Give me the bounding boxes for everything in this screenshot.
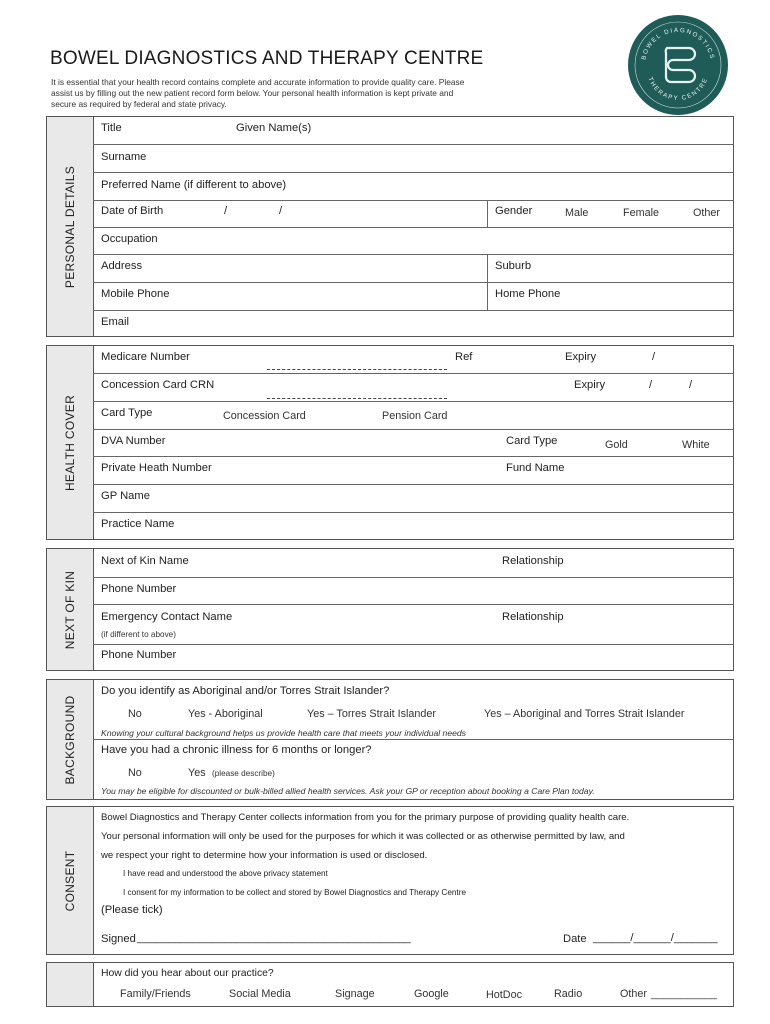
emergency-row — [93, 604, 733, 645]
card-type-row — [93, 401, 733, 430]
chronic-question: Have you had a chronic illness for 6 months or longer? — [101, 744, 372, 756]
background-section — [46, 679, 734, 800]
gender-option-male[interactable]: Male — [565, 207, 589, 219]
card-option-concession[interactable]: Concession Card — [223, 410, 306, 422]
medicare-label: Medicare Number — [101, 351, 190, 363]
kin-relationship-label: Relationship — [502, 555, 564, 567]
concession-expiry-slash-2: / — [689, 379, 693, 391]
phone-row — [93, 282, 733, 311]
referral-row — [93, 963, 733, 1007]
ref-label: Ref — [455, 351, 473, 363]
clinic-logo — [627, 14, 729, 116]
emergency-contact-label: Emergency Contact Name — [101, 611, 233, 623]
private-health-row — [93, 456, 733, 485]
dva-option-gold[interactable]: Gold — [605, 439, 628, 451]
date-line[interactable]: ______/______/_______ — [593, 932, 718, 944]
practice-name-label: Practice Name — [101, 518, 175, 530]
address-row — [93, 254, 733, 283]
signed-label: Signed — [101, 933, 136, 945]
concession-expiry-label: Expiry — [574, 379, 606, 391]
concession-row — [93, 373, 733, 402]
section-sidebar — [47, 549, 94, 670]
referral-option-google[interactable]: Google — [414, 988, 449, 1000]
emergency-relationship-label: Relationship — [502, 611, 564, 623]
gp-row — [93, 484, 733, 513]
gender-option-female[interactable]: Female — [623, 207, 660, 219]
aboriginal-note: Knowing your cultural background helps us provide health care that meets your individual needs — [101, 728, 466, 738]
consent-line-2: Your personal information will only be used for the purposes for which it was collected or as otherwise permitted by law, and — [101, 831, 625, 842]
logo-top-text: BOWEL DIAGNOSTICS — [640, 26, 716, 61]
section-label: NEXT OF KIN — [63, 570, 77, 649]
dva-option-white[interactable]: White — [682, 439, 710, 451]
medicare-expiry-slash: / — [652, 351, 656, 363]
please-tick-label: (Please tick) — [101, 904, 163, 916]
chronic-option-no[interactable]: No — [128, 767, 142, 779]
title-row — [93, 117, 733, 144]
aboriginal-option-no[interactable]: No — [128, 708, 142, 720]
card-option-pension[interactable]: Pension Card — [382, 410, 448, 422]
consent-check-privacy[interactable]: I have read and understood the above privacy statement — [123, 869, 328, 878]
mobile-phone-label: Mobile Phone — [101, 288, 170, 300]
concession-expiry-slash-1: / — [649, 379, 653, 391]
logo-bottom-text: THERAPY CENTRE — [646, 76, 710, 103]
referral-section — [46, 962, 734, 1007]
dob-gender-row — [93, 200, 733, 228]
dob-slash-2: / — [279, 205, 283, 217]
section-label: HEALTH COVER — [63, 394, 77, 491]
chronic-option-yes[interactable]: Yes — [188, 767, 206, 779]
kin-name-label: Next of Kin Name — [101, 555, 189, 567]
aboriginal-question: Do you identify as Aboriginal and/or Torres Strait Islander? — [101, 685, 390, 697]
section-sidebar — [47, 117, 94, 336]
medicare-expiry-label: Expiry — [565, 351, 597, 363]
emergency-phone-label: Phone Number — [101, 649, 177, 661]
consent-body — [93, 807, 733, 955]
referral-option-other[interactable]: Other — [620, 988, 648, 1000]
referral-option-radio[interactable]: Radio — [554, 988, 583, 1000]
section-sidebar — [47, 680, 94, 799]
dva-card-type-label: Card Type — [506, 435, 558, 447]
kin-name-row — [93, 549, 733, 577]
section-label: BACKGROUND — [63, 694, 77, 785]
consent-section — [46, 806, 734, 955]
preferred-name-label: Preferred Name (if different to above) — [101, 179, 287, 191]
referral-other-line[interactable]: ___________ — [651, 988, 718, 1000]
preferred-name-row — [93, 172, 733, 201]
fund-name-label: Fund Name — [506, 462, 565, 474]
given-names-label: Given Name(s) — [236, 122, 312, 134]
section-label: CONSENT — [63, 850, 77, 911]
dob-slash-1: / — [224, 205, 228, 217]
dob-label: Date of Birth — [101, 205, 164, 217]
page-title: BOWEL DIAGNOSTICS AND THERAPY CENTRE — [50, 48, 484, 69]
gp-name-label: GP Name — [101, 490, 150, 502]
intro-text: It is essential that your health record contains complete and accurate information to provide quality care. Please assist us by filling out the new patient record form below. Your personal health information is kept private and secure as required by federal and state privacy. — [51, 77, 465, 109]
aboriginal-option-yes-tsi[interactable]: Yes – Torres Strait Islander — [307, 708, 437, 720]
gender-label: Gender — [495, 205, 533, 217]
email-label: Email — [101, 316, 129, 328]
chronic-note: You may be eligible for discounted or bulk-billed allied health services. Ask your GP or reception about booking a Care Plan today. — [101, 786, 595, 796]
kin-phone-row — [93, 577, 733, 605]
aboriginal-option-yes-both[interactable]: Yes – Aboriginal and Torres Strait Islander — [484, 708, 685, 720]
chronic-yes-note: (please describe) — [212, 769, 275, 778]
suburb-label: Suburb — [495, 260, 532, 272]
referral-option-social-media[interactable]: Social Media — [229, 988, 291, 1000]
referral-option-signage[interactable]: Signage — [335, 988, 375, 1000]
section-sidebar — [47, 807, 94, 954]
surname-row — [93, 144, 733, 173]
practice-row — [93, 512, 733, 541]
chronic-question-row — [93, 739, 733, 801]
health-cover-section — [46, 345, 734, 540]
aboriginal-option-yes-aboriginal[interactable]: Yes - Aboriginal — [188, 708, 263, 720]
gender-option-other[interactable]: Other — [693, 207, 721, 219]
referral-option-hotdoc[interactable]: HotDoc — [486, 989, 523, 1001]
consent-line-1: Bowel Diagnostics and Therapy Center collects information from you for the primary purpose of providing quality health care. — [101, 812, 630, 823]
occupation-row — [93, 227, 733, 255]
concession-label: Concession Card CRN — [101, 379, 215, 391]
personal-details-section — [46, 116, 734, 337]
emergency-phone-row — [93, 644, 733, 672]
card-type-label: Card Type — [101, 407, 153, 419]
surname-label: Surname — [101, 151, 147, 163]
home-phone-label: Home Phone — [495, 288, 561, 300]
date-label: Date — [563, 933, 587, 945]
referral-question: How did you hear about our practice? — [101, 968, 274, 979]
consent-line-3: we respect your right to determine how your information is used or disclosed. — [101, 850, 428, 861]
section-sidebar — [47, 346, 94, 539]
medicare-row — [93, 346, 733, 373]
private-health-label: Private Heath Number — [101, 462, 212, 474]
section-sidebar — [47, 963, 94, 1006]
dva-label: DVA Number — [101, 435, 166, 447]
kin-phone-label: Phone Number — [101, 583, 177, 595]
email-row — [93, 310, 733, 338]
emergency-note: (if different to above) — [101, 630, 176, 639]
signature-line[interactable]: ____________________________________________ — [137, 932, 411, 944]
referral-option-family[interactable]: Family/Friends — [120, 988, 191, 1000]
address-label: Address — [101, 260, 143, 272]
occupation-label: Occupation — [101, 233, 158, 245]
section-label: PERSONAL DETAILS — [63, 165, 77, 288]
dva-row — [93, 429, 733, 457]
title-label: Title — [101, 122, 122, 134]
consent-check-store[interactable]: I consent for my information to be collect and stored by Bowel Diagnostics and Therapy Centre — [123, 888, 466, 897]
aboriginal-question-row — [93, 680, 733, 739]
next-of-kin-section — [46, 548, 734, 671]
